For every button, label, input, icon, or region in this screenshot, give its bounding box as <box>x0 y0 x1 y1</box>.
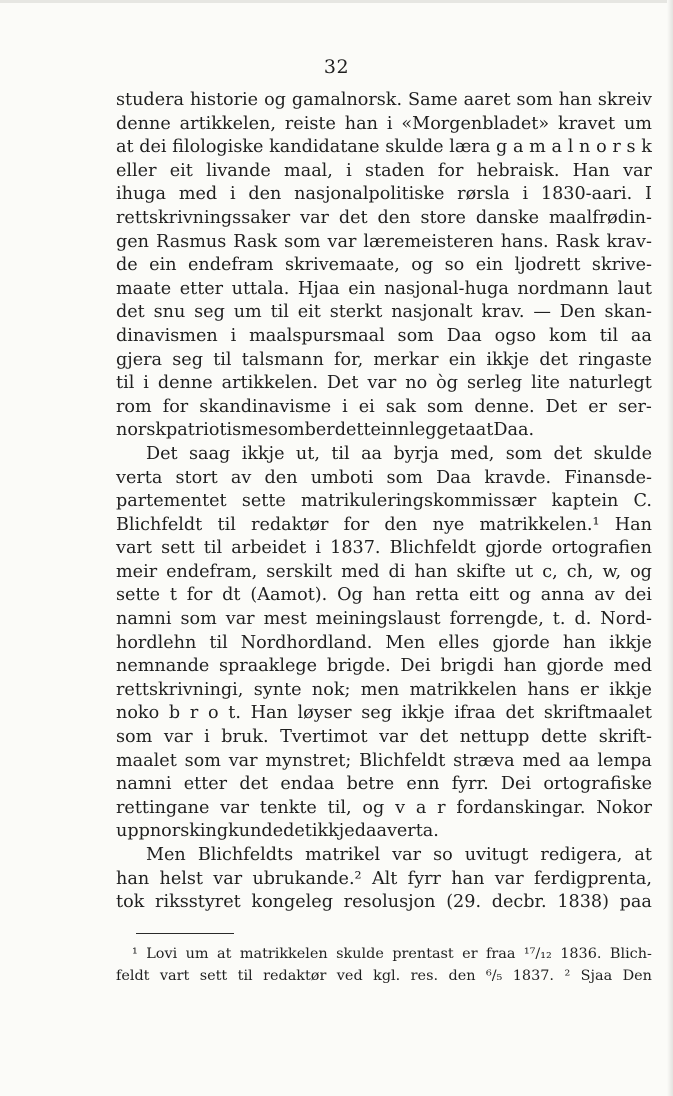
text-line: sette t for dt (Aamot). Og han retta eitt og anna av dei <box>116 585 652 606</box>
text-line: rom for skandinavisme i ei sak som denne. Det er ser- <box>116 396 652 417</box>
text-line: ihuga med i den nasjonalpolitiske rørsla i 1830-aari. I <box>116 184 652 205</box>
text-line: verta stort av den umboti som Daa kravde. Finansde- <box>116 467 652 488</box>
text-line: norsk patriotisme som ber dette innlegget aat Daa. <box>116 420 535 441</box>
page-top-edge <box>0 0 673 3</box>
text-line: han helst var ubrukande.² Alt fyrr han var ferdigprenta, <box>116 868 652 889</box>
text-line: rettingane var tenkte til, og v a r fordanskingar. Nokor <box>116 797 652 818</box>
text-line: partementet sette matrikuleringskommissær kaptein C. <box>116 491 652 512</box>
text-line: tok riksstyret kongeleg resolusjon (29. decbr. 1838) paa <box>116 892 652 913</box>
text-line: studera historie og gamalnorsk. Same aaret som han skreiv <box>116 90 652 110</box>
footnote-line: ¹ Lovi um at matrikkelen skulde prentast er fraa ¹⁷/₁₂ 1836. Blich- <box>132 946 652 962</box>
page-number: 32 <box>323 56 350 78</box>
footnotes <box>116 944 652 987</box>
text-line: namni som var mest meiningslaust forrengde, t. d. Nord- <box>116 609 652 630</box>
text-line: de ein endefram skrivemaate, og so ein ljodrett skrive- <box>116 255 652 276</box>
text-line: som var i bruk. Tvertimot var det nettupp dette skrift- <box>116 727 652 748</box>
text-line: gjera seg til talsmann for, merkar ein ikkje det ringaste <box>116 349 652 370</box>
footnote-line: feldt vart sett til redaktør ved kgl. res. den ⁶/₅ 1837. ² Sjaa Den <box>116 967 652 984</box>
text-line: maate etter uttala. Hjaa ein nasjonal-huga nordmann laut <box>116 278 652 299</box>
text-line: meir endefram, serskilt med di han skifte ut c, ch, w, og <box>116 561 652 582</box>
text-line: Men Blichfeldts matrikel var so uvitugt redigera, at <box>146 845 652 865</box>
page-right-edge <box>667 0 673 1096</box>
text-line: denne artikkelen, reiste han i «Morgenbladet» kravet um <box>116 113 652 134</box>
text-line: Blichfeldt til redaktør for den nye matrikkelen.¹ Han <box>116 514 652 535</box>
text-line: namni etter det endaa betre enn fyrr. Dei ortografiske <box>116 774 652 795</box>
text-line: at dei filologiske kandidatane skulde læra g a m a l n o r s k <box>116 137 652 158</box>
text-line: gen Rasmus Rask som var læremeisteren hans. Rask krav- <box>116 231 652 252</box>
text-line: hordlehn til Nordhordland. Men elles gjorde han ikkje <box>116 632 652 653</box>
text-line: rettskrivningssaker var det den store danske maalfrødin- <box>116 207 652 228</box>
text-line: dinavismen i maalspursmaal som Daa ogso kom til aa <box>116 325 652 346</box>
text-line: vart sett til arbeidet i 1837. Blichfeldt gjorde ortografien <box>116 538 652 559</box>
text-line: uppnorsking kunde det ikkje daa verta. <box>116 821 439 842</box>
text-line: rettskrivningi, synte nok; men matrikkelen hans er ikkje <box>116 679 652 700</box>
text-line: Det saag ikkje ut, til aa byrja med, som det skulde <box>146 443 652 464</box>
text-line: maalet som var mynstret; Blichfeldt stræva med aa lempa <box>116 750 652 771</box>
footnote-rule <box>136 933 234 934</box>
text-line: til i denne artikkelen. Det var no òg serleg lite naturlegt <box>116 373 652 394</box>
text-line: det snu seg um til eit sterkt nasjonalt krav. — Den skan- <box>116 302 652 323</box>
text-line: noko b r o t. Han løyser seg ikkje ifraa det skriftmaalet <box>116 703 652 724</box>
text-line: eller eit livande maal, i staden for hebraisk. Han var <box>116 160 652 181</box>
body-text <box>116 89 652 915</box>
text-line: nemnande spraaklege brigde. Dei brigdi han gjorde med <box>116 656 652 677</box>
